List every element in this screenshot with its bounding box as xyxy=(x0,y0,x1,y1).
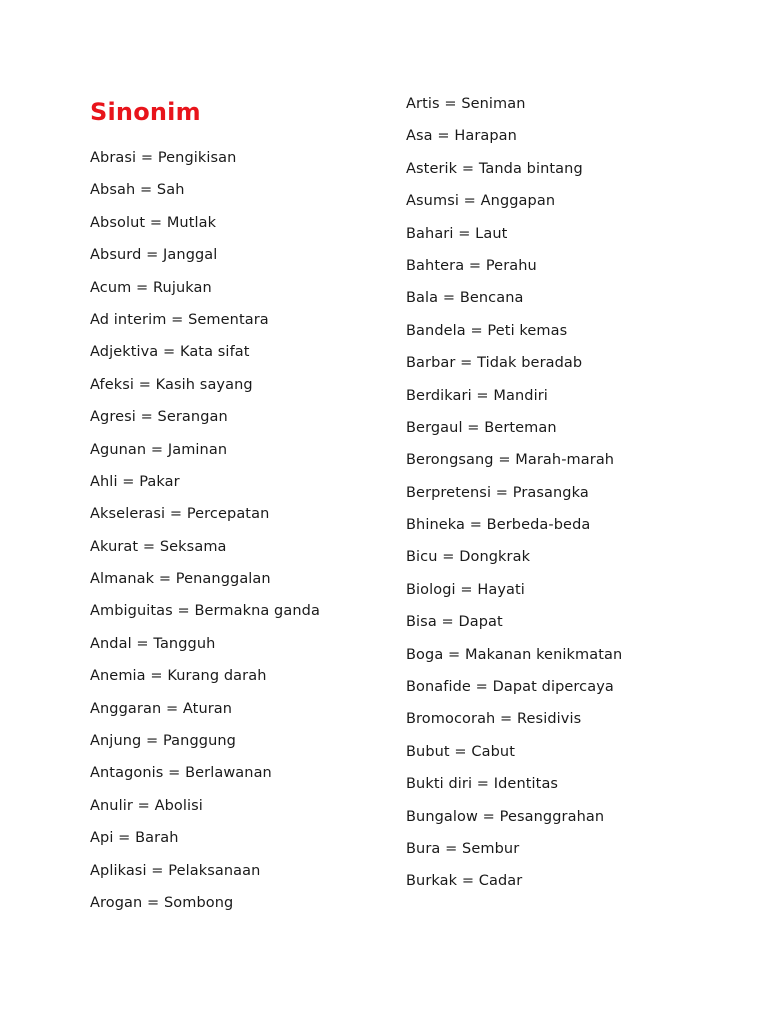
synonym-entry: Bromocorah = Residivis xyxy=(406,711,582,728)
synonym-list-left xyxy=(90,145,320,922)
synonym-entry: Berpretensi = Prasangka xyxy=(406,484,589,501)
synonym-entry: Ambiguitas = Bermakna ganda xyxy=(90,603,320,620)
synonym-entry: Arogan = Sombong xyxy=(90,894,234,911)
synonym-entry: Bura = Sembur xyxy=(406,840,520,857)
synonym-entry: Anjung = Panggung xyxy=(90,733,236,750)
synonym-entry: Bhineka = Berbeda-beda xyxy=(406,517,591,534)
synonym-entry: Boga = Makanan kenikmatan xyxy=(406,646,623,663)
synonym-list-right xyxy=(406,91,622,901)
synonym-entry: Asumsi = Anggapan xyxy=(406,193,556,210)
synonym-entry: Adjektiva = Kata sifat xyxy=(90,344,250,361)
synonym-entry: Burkak = Cadar xyxy=(406,873,523,890)
synonym-entry: Bukti diri = Identitas xyxy=(406,776,559,793)
synonym-entry: Bisa = Dapat xyxy=(406,614,503,631)
synonym-entry: Aplikasi = Pelaksanaan xyxy=(90,862,261,879)
synonym-entry: Absah = Sah xyxy=(90,182,185,199)
synonym-entry: Barbar = Tidak beradab xyxy=(406,355,583,372)
synonym-entry: Anemia = Kurang darah xyxy=(90,668,267,685)
synonym-entry: Bicu = Dongkrak xyxy=(406,549,531,566)
synonym-entry: Biologi = Hayati xyxy=(406,581,525,598)
synonym-entry: Asa = Harapan xyxy=(406,128,517,145)
synonym-entry: Almanak = Penanggalan xyxy=(90,571,271,588)
synonym-entry: Ahli = Pakar xyxy=(90,473,180,490)
synonym-entry: Bergaul = Berteman xyxy=(406,419,557,436)
page-title: Sinonim xyxy=(90,98,201,126)
synonym-entry: Anggaran = Aturan xyxy=(90,700,233,717)
synonym-entry: Afeksi = Kasih sayang xyxy=(90,376,253,393)
synonym-entry: Berdikari = Mandiri xyxy=(406,387,548,404)
synonym-entry: Berongsang = Marah-marah xyxy=(406,452,615,469)
synonym-entry: Bonafide = Dapat dipercaya xyxy=(406,679,614,696)
synonym-entry: Bahari = Laut xyxy=(406,225,508,242)
synonym-entry: Bungalow = Pesanggrahan xyxy=(406,808,605,825)
synonym-entry: Asterik = Tanda bintang xyxy=(406,160,583,177)
synonym-entry: Andal = Tangguh xyxy=(90,635,216,652)
synonym-entry: Akselerasi = Percepatan xyxy=(90,506,270,523)
synonym-entry: Bala = Bencana xyxy=(406,290,524,307)
synonym-entry: Acum = Rujukan xyxy=(90,279,212,296)
synonym-entry: Abrasi = Pengikisan xyxy=(90,150,237,166)
synonym-entry: Bahtera = Perahu xyxy=(406,257,537,274)
synonym-entry: Absurd = Janggal xyxy=(90,247,218,264)
synonym-entry: Ad interim = Sementara xyxy=(90,311,269,328)
synonym-entry: Akurat = Seksama xyxy=(90,538,227,555)
synonym-entry: Agunan = Jaminan xyxy=(90,441,228,458)
synonym-entry: Antagonis = Berlawanan xyxy=(90,765,272,782)
synonym-entry: Bandela = Peti kemas xyxy=(406,322,568,339)
synonym-entry: Bubut = Cabut xyxy=(406,743,515,760)
synonym-entry: Agresi = Serangan xyxy=(90,409,228,426)
synonym-entry: Artis = Seniman xyxy=(406,96,526,112)
synonym-entry: Absolut = Mutlak xyxy=(90,214,217,231)
synonym-entry: Api = Barah xyxy=(90,830,179,847)
synonym-entry: Anulir = Abolisi xyxy=(90,797,203,814)
